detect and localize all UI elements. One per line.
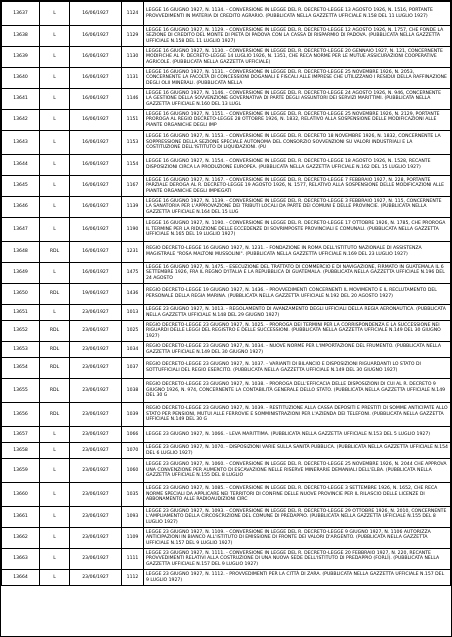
act-number-cell: 1139 — [122, 197, 144, 218]
act-type-cell: L — [40, 155, 70, 176]
record-number-cell: 13642 — [2, 110, 40, 131]
act-date-cell: 16/06/1927 — [70, 263, 122, 284]
act-date-cell: 23/06/1927 — [70, 528, 122, 549]
record-number-cell: 13648 — [2, 242, 40, 263]
act-description-cell: LEGGE 23 GIUGNO 1927, N. 1085. - CONVERSIONE IN LEGGE DEL R. DECRETO-LEGGE 3 SETTEMBRE 1926, N. 1652, CHE RECA NORME SPECIALI DA APPLICARE NEI TERRITORI DI CONFINE DELLE NUOVE PROVINCIE PER IL RILASCIO DELLE LICENZE DI ABBONAMENTO ALLE RADIOAUDIZIONI CIRC — [144, 483, 451, 507]
table-row — [2, 570, 451, 586]
act-date-cell: 16/06/1927 — [70, 131, 122, 155]
act-description-cell: REGIO DECRETO-LEGGE 23 GIUGNO 1927, N. 1037. - VARIANTI DI BILANCIO E DISPOSIZIONI RIGUARDANTI LO STATO DI SOTTUFFICIALI DEL REGIO ESERCITO. (PUBBLICATA NELLA GAZZETTA UFFICIALE N.149 DEL 30 GIUGNO 1927) — [144, 358, 451, 379]
act-description-cell: LEGGE 23 GIUGNO 1927, N. 1111. - CONVERSIONE IN LEGGE DEL R. DECRETO-LEGGE 20 FEBBRAIO 1927, N. 220, RECANTE PROVVEDIMENTI RELATIVI ALLA COSTRUZIONE DI UNA NUOVA SEDE DELL'ISTITUTO DI PREDAPPIO (FORLÌ). (PUBBLICATA NELLA GAZZETTA UFFICIALE N.157 DEL 9 LUGLIO 1927) — [144, 549, 451, 570]
record-number-cell: 13645 — [2, 176, 40, 197]
act-date-cell: 16/06/1927 — [70, 110, 122, 131]
record-number-cell: 13652 — [2, 321, 40, 342]
table-row — [2, 155, 451, 176]
act-type-cell: RDL — [40, 358, 70, 379]
act-type-cell: RDL — [40, 403, 70, 427]
act-description-cell: REGIO DECRETO-LEGGE 23 GIUGNO 1927, N. 1039. - RESTITUZIONE ALLA CASSA DEPOSITI E PRESTITI DI SOMME ANTICIPATE ALLO STATO PER PENSIONI, MUTUI ALLE FERROVIE E SOMMINISTRAZIONI PER L'AZIENDA DEI TELEFONI. (PUBBLICATA NELLA GAZZETTA UFFICIALE N.149 DEL 30 G — [144, 403, 451, 427]
act-description-cell: LEGGE 16 GIUGNO 1927, N. 1129. - CONVERSIONE IN LEGGE DEL R. DECRETO-LEGGE 12 AGOSTO 1926, N. 1757, CHE FONDE LA SEZIONE DI CREDITO DEL MONTE DI PIETÀ DI PADOVA CON LA CASSA DI RISPARMIO DI PADOVA. (PUBBLICATA NELLA GAZZETTA UFFICIALE N.158 DEL 11 LUGLIO 1927) — [144, 26, 451, 47]
act-type-cell: L — [40, 47, 70, 68]
act-date-cell: 23/06/1927 — [70, 507, 122, 528]
act-number-cell: 1093 — [122, 507, 144, 528]
act-number-cell: 1037 — [122, 358, 144, 379]
act-number-cell: 1146 — [122, 89, 144, 110]
act-type-cell: L — [40, 263, 70, 284]
act-number-cell: 1013 — [122, 305, 144, 321]
table-row — [2, 2, 451, 26]
act-number-cell: 1112 — [122, 570, 144, 586]
act-description-cell: LEGGE 23 GIUGNO 1927, N. 1093. - CONVERSIONE IN LEGGE DEL R. DECRETO-LEGGE 29 OTTOBRE 1926, N. 2010, CONCERNENTE L'AMPLIAMENTO DELLA CIRCOSCRIZIONE DEL COMUNE DI PREDAPPIO. (PUBBLICATA NELLA GAZZETTA UFFICIALE N.155 DEL 8 LUGLIO 1927) — [144, 507, 451, 528]
act-date-cell: 16/06/1927 — [70, 89, 122, 110]
record-number-cell: 13659 — [2, 459, 40, 483]
act-date-cell: 19/06/1927 — [70, 284, 122, 305]
table-row — [2, 358, 451, 379]
act-number-cell: 1038 — [122, 379, 144, 403]
record-number-cell: 13651 — [2, 305, 40, 321]
record-number-cell: 13655 — [2, 379, 40, 403]
act-type-cell: L — [40, 218, 70, 242]
act-type-cell: L — [40, 549, 70, 570]
act-number-cell: 1111 — [122, 549, 144, 570]
act-description-cell: LEGGE 23 GIUGNO 1927, N. 1013. - REGOLAMENTO DI AVANZAMENTO DEGLI UFFICIALI DELLA REGIA AERONAUTICA. (PUBBLICATA NELLA GAZZETTA UFFICIALE N.148 DEL 29 GIUGNO 1927) — [144, 305, 451, 321]
act-number-cell: 1034 — [122, 342, 144, 358]
record-number-cell: 13638 — [2, 26, 40, 47]
act-type-cell: RDL — [40, 284, 70, 305]
record-number-cell: 13650 — [2, 284, 40, 305]
record-number-cell: 13664 — [2, 570, 40, 586]
act-date-cell: 23/06/1927 — [70, 483, 122, 507]
act-date-cell: 23/06/1927 — [70, 403, 122, 427]
act-type-cell: L — [40, 197, 70, 218]
act-description-cell: LEGGE 16 GIUGNO 1927, N. 1154. - CONVERSIONE IN LEGGE DEL R. DECRETO-LEGGE 18 AGOSTO 1926, N. 1528, RECANTE DISPOSIZIONI CIRCA LA PRODUZIONE EUROPEA. (PUBBLICATA NELLA GAZZETTA UFFICIALE N.162 DEL 15 LUGLIO 1927) — [144, 155, 451, 176]
act-number-cell: 1154 — [122, 155, 144, 176]
record-number-cell: 13660 — [2, 483, 40, 507]
table-row — [2, 110, 451, 131]
act-date-cell: 23/06/1927 — [70, 427, 122, 443]
record-number-cell: 13653 — [2, 342, 40, 358]
act-description-cell: LEGGE 16 GIUGNO 1927, N. 1190. - CONVERSIONE IN LEGGE DEL R. DECRETO-LEGGE 17 OTTOBRE 1926, N. 1785, CHE PROROGA IL TERMINE PER LA RIDUZIONE DELLE ECCEDENZE DI SOVRIMPOSTE PROVINCIALI E COMUNALI. (PUBBLICATA NELLA GAZZETTA UFFICIALE N.165 DEL 19 LUGLIO 1927) — [144, 218, 451, 242]
act-number-cell: 1025 — [122, 321, 144, 342]
act-type-cell: RDL — [40, 379, 70, 403]
act-date-cell: 23/06/1927 — [70, 459, 122, 483]
act-number-cell: 1060 — [122, 459, 144, 483]
act-number-cell: 1475 — [122, 263, 144, 284]
table-row — [2, 197, 451, 218]
act-description-cell: LEGGE 16 GIUGNO 1927, N. 1151. - CONVERSIONE IN LEGGE DEL R. DECRETO-LEGGE 25 NOVEMBRE 1926, N. 2129, PORTANTE PROROGA AL REGIO DECRETO-LEGGE 28 OTTOBRE 1926, N. 1832, RELATIVO ALLA SOSPENSIONE DELLE MODIFICAZIONI ALLE PIANTE ORGANICHE DEGLI IMP — [144, 110, 451, 131]
act-date-cell: 16/06/1927 — [70, 26, 122, 47]
act-type-cell: L — [40, 305, 70, 321]
record-number-cell: 13647 — [2, 218, 40, 242]
act-type-cell: L — [40, 110, 70, 131]
act-type-cell: RDL — [40, 321, 70, 342]
table-row — [2, 218, 451, 242]
table-row — [2, 549, 451, 570]
table-row — [2, 443, 451, 459]
table-row — [2, 263, 451, 284]
act-type-cell: RDL — [40, 242, 70, 263]
act-date-cell: 23/06/1927 — [70, 549, 122, 570]
table-row — [2, 379, 451, 403]
act-date-cell: 16/06/1927 — [70, 47, 122, 68]
act-description-cell: REGIO DECRETO-LEGGE 23 GIUGNO 1927, N. 1025. - PROROGA DEI TERMINI PER LA CORRISPONDENZA E LA SUCCESSIONE NEI RIGUARDI DELLE LEGGI DEL REGISTRO E DELLE SUCCESSIONI. (PUBBLICATA NELLA GAZZETTA UFFICIALE N.149 DEL 30 GIUGNO 1927) — [144, 321, 451, 342]
table-row — [2, 342, 451, 358]
act-number-cell: 1436 — [122, 284, 144, 305]
table-row — [2, 528, 451, 549]
table-row — [2, 459, 451, 483]
act-number-cell: 1109 — [122, 528, 144, 549]
record-number-cell: 13641 — [2, 89, 40, 110]
act-date-cell: 16/06/1927 — [70, 197, 122, 218]
act-date-cell: 23/06/1927 — [70, 342, 122, 358]
record-number-cell: 13657 — [2, 427, 40, 443]
table-row — [2, 47, 451, 68]
table-row — [2, 483, 451, 507]
act-number-cell: 1231 — [122, 242, 144, 263]
act-date-cell: 16/06/1927 — [70, 155, 122, 176]
act-type-cell: L — [40, 507, 70, 528]
table-row — [2, 26, 451, 47]
table-row — [2, 321, 451, 342]
act-description-cell: LEGGE 23 GIUGNO 1927, N. 1060. - CONVERSIONE IN LEGGE DEL R. DECRETO-LEGGE 25 NOVEMBRE 1926, N. 2044 CHE APPROVA UNA CONVENZIONE PER AUMENTO DI ESCAVAZIONE NELLE RISERVE MINERARIE DEMANIALI DELL'ELBA. (PUBBLICATA NELLA GAZZETTA UFFICIALE N.155 DEL 8 LUGLIO — [144, 459, 451, 483]
record-number-cell: 13639 — [2, 47, 40, 68]
act-date-cell: 16/06/1927 — [70, 176, 122, 197]
act-type-cell: L — [40, 26, 70, 47]
act-number-cell: 1131 — [122, 68, 144, 89]
act-date-cell: 23/06/1927 — [70, 321, 122, 342]
table-row — [2, 284, 451, 305]
table-row — [2, 131, 451, 155]
act-type-cell: L — [40, 459, 70, 483]
record-number-cell: 13637 — [2, 2, 40, 26]
act-type-cell: L — [40, 2, 70, 26]
table-row — [2, 68, 451, 89]
act-type-cell: L — [40, 176, 70, 197]
act-number-cell: 1153 — [122, 131, 144, 155]
act-date-cell: 23/06/1927 — [70, 379, 122, 403]
record-number-cell: 13643 — [2, 131, 40, 155]
act-number-cell: 1035 — [122, 483, 144, 507]
record-number-cell: 13649 — [2, 263, 40, 284]
act-number-cell: 1066 — [122, 427, 144, 443]
record-number-cell: 13640 — [2, 68, 40, 89]
act-description-cell: LEGGE 16 GIUGNO 1927, N. 1475. - ESECUZIONE DEL TRATTATO DI COMMERCIO E DI NAVIGAZIONE, FIRMATO IN GUATEMALA IL 6 SETTEMBRE 1926, FRA IL REGNO D'ITALIA E LA REPUBBLICA DI GUATEMALA. (PUBBLICATA NELLA GAZZETTA UFFICIALE N.196 DEL 24 AGOSTO — [144, 263, 451, 284]
record-number-cell: 13662 — [2, 528, 40, 549]
record-number-cell: 13654 — [2, 358, 40, 379]
act-type-cell: RDL — [40, 342, 70, 358]
table-row — [2, 403, 451, 427]
act-description-cell: LEGGE 16 GIUGNO 1927, N. 1167. - CONVERSIONE IN LEGGE DEL R. DECRETO-LEGGE 7 FEBBRAIO 1927, N. 228, PORTANTE PARZIALE DEROGA AL R. DECRETO-LEGGE 19 AGOSTO 1926, N. 1577, RELATIVO ALLA SOSPENSIONE DELLE MODIFICAZIONI ALLE PIANTE ORGANICHE DEGLI IMPIEGATI — [144, 176, 451, 197]
act-number-cell: 1167 — [122, 176, 144, 197]
act-description-cell: LEGGE 16 GIUGNO 1927, N. 1139. - CONVERSIONE IN LEGGE DEL R. DECRETO-LEGGE 3 FEBBRAIO 1927, N. 115, CONCERNENTE LA SANATORIA PER L'APPROVAZIONE DEI TRIBUTI LOCALI DA PARTE DEI COMUNI E DELLE PROVINCIE. (PUBBLICATA NELLA GAZZETTA UFFICIALE N.164 DEL 15 LUG — [144, 197, 451, 218]
act-description-cell: LEGGE 16 GIUGNO 1927, N. 1134. - CONVERSIONE IN LEGGE DEL R. DECRETO-LEGGE 13 AGOSTO 1926, N. 1516, PORTANTE PROVVEDIMENTI IN MATERIA DI CREDITO AGRARIO. (PUBBLICATA NELLA GAZZETTA UFFICIALE N.158 DEL 11 LUGLIO 1927) — [144, 2, 451, 26]
record-number-cell: 13661 — [2, 507, 40, 528]
table-row — [2, 305, 451, 321]
act-description-cell: LEGGE 23 GIUGNO 1927, N. 1066. - LEVA MARITTIMA. (PUBBLICATA NELLA GAZZETTA UFFICIALE N.153 DEL 5 LUGLIO 1927) — [144, 427, 451, 443]
act-date-cell: 23/06/1927 — [70, 305, 122, 321]
table-row — [2, 176, 451, 197]
table-row — [2, 89, 451, 110]
act-date-cell: 16/06/1927 — [70, 68, 122, 89]
record-number-cell: 13656 — [2, 403, 40, 427]
record-number-cell: 13658 — [2, 443, 40, 459]
act-number-cell: 1070 — [122, 443, 144, 459]
act-description-cell: LEGGE 23 GIUGNO 1927, N. 1112. - PROVVEDIMENTI PER LA CITTÀ DI ZARA. (PUBBLICATA NELLA GAZZETTA UFFICIALE N.157 DEL 9 LUGLIO 1927) — [144, 570, 451, 586]
act-number-cell: 1039 — [122, 403, 144, 427]
act-description-cell: LEGGE 16 GIUGNO 1927, N. 1130. - CONVERSIONE IN LEGGE DEL R. DECRETO-LEGGE 20 GENNAIO 1927, N. 121, CONCERNENTE MODIFICHE AL R. DECRETO-LEGGE 14 LUGLIO 1926, N. 1351, CHE RECA NORME PER LE MUTUE ASSICURAZIONI COOPERATIVE AGRICOLE. (PUBBLICATA NELLA GAZZETTA UFFICIALE) — [144, 47, 451, 68]
act-description-cell: LEGGE 16 GIUGNO 1927, N. 1153. - CONVERSIONE IN LEGGE DEL R. DECRETO 18 NOVEMBRE 1926, N. 1832, CONCERNENTE LA SOPPRESSIONE DELLA SEZIONE SPECIALE AUTONOMA DEL CONSORZIO SOVVENZIONI SU VALORI INDUSTRIALI E LA COSTITUZIONE DELL'ISTITUTO DI LIQUIDAZIONI. (PU — [144, 131, 451, 155]
act-type-cell: L — [40, 570, 70, 586]
act-number-cell: 1129 — [122, 26, 144, 47]
act-description-cell: LEGGE 16 GIUGNO 1927, N. 1146. - CONVERSIONE IN LEGGE DEL R. DECRETO-LEGGE 24 AGOSTO 1926, N. 946, CONCERNENTE LA GESTIONE DELLA SOVVENZIONE GOVERNATIVA DI PARTE DEGLI ASSUNTORI DEI SERVIZI MARITTIMI. (PUBBLICATA NELLA GAZZETTA UFFICIALE N.160 DEL 13 LUGL — [144, 89, 451, 110]
act-description-cell: REGIO DECRETO-LEGGE 19 GIUGNO 1927, N. 1436. - PROVVEDIMENTI CONCERNENTI IL MOVIMENTO E IL RECLUTAMENTO DEL PERSONALE DELLA REGIA MARINA. (PUBBLICATA NELLA GAZZETTA UFFICIALE N.192 DEL 20 AGOSTO 1927) — [144, 284, 451, 305]
act-number-cell: 1130 — [122, 47, 144, 68]
act-description-cell: REGIO DECRETO-LEGGE 23 GIUGNO 1927, N. 1038. - PROROGA DELL'EFFICACIA DELLE DISPOSIZIONI DI CUI AL R. DECRETO 9 GIUGNO 1926, N. 974, CONCERNENTE LA CONTABILITÀ GENERALE DELLO STATO. (PUBBLICATA NELLA GAZZETTA UFFICIALE N.149 DEL 30 G — [144, 379, 451, 403]
act-description-cell: LEGGE 23 GIUGNO 1927, N. 1070. - DISPOSIZIONI VARIE SULLA SANITÀ PUBBLICA. (PUBBLICATA NELLA GAZZETTA UFFICIALE N.154 DEL 6 LUGLIO 1927) — [144, 443, 451, 459]
act-type-cell: L — [40, 89, 70, 110]
table-body — [2, 2, 451, 586]
act-type-cell: L — [40, 131, 70, 155]
act-description-cell: REGIO DECRETO-LEGGE 23 GIUGNO 1927, N. 1034. - NUOVE NORME PER L'IMPORTAZIONE DEL FRUMENTO. (PUBBLICATA NELLA GAZZETTA UFFICIALE N.149 DEL 30 GIUGNO 1927) — [144, 342, 451, 358]
act-type-cell: L — [40, 443, 70, 459]
act-date-cell: 23/06/1927 — [70, 443, 122, 459]
act-description-cell: LEGGE 16 GIUGNO 1927, N. 1131. - CONVERSIONE IN LEGGE DEL R. DECRETO-LEGGE 25 NOVEMBRE 1926, N. 2053, CONCERNENTE LA FACOLTÀ DI CONCESSIONI DOGANALI E FISCALI ALLE IMPRESE CHE UTILIZZANO I RESIDUI DELLA RAFFINAZIONE DEGLI OLII MINERALI. (PUBBLICATA NELLA — [144, 68, 451, 89]
act-date-cell: 16/06/1927 — [70, 242, 122, 263]
act-type-cell: L — [40, 483, 70, 507]
table-row — [2, 507, 451, 528]
act-date-cell: 23/06/1927 — [70, 570, 122, 586]
act-description-cell: REGIO DECRETO-LEGGE 16 GIUGNO 1927, N. 1231. - FONDAZIONE IN ROMA DELL'ISTITUTO NAZIONALE DI ASSISTENZA MAGISTRALE "ROSA MALTONI MUSSOLINI". (PUBBLICATA NELLA GAZZETTA UFFICIALE N.169 DEL 23 LUGLIO 1927) — [144, 242, 451, 263]
act-type-cell: L — [40, 427, 70, 443]
act-number-cell: 1190 — [122, 218, 144, 242]
record-number-cell: 13663 — [2, 549, 40, 570]
act-type-cell: L — [40, 68, 70, 89]
act-description-cell: LEGGE 23 GIUGNO 1927, N. 1109. - CONVERSIONE IN LEGGE DEL R. DECRETO-LEGGE 9 GIUGNO 1927, N. 1106 AUTORIZZA ANTICIPAZIONI IN BIANCO ALL'ISTITUTO DI EMISSIONE DI FRONTE DEI VALORI D'ARGENTO. (PUBBLICATA NELLA GAZZETTA UFFICIALE N.157 DEL 9 LUGLIO 1927) — [144, 528, 451, 549]
act-date-cell: 16/06/1927 — [70, 2, 122, 26]
act-date-cell: 16/06/1927 — [70, 218, 122, 242]
record-number-cell: 13646 — [2, 197, 40, 218]
record-number-cell: 13644 — [2, 155, 40, 176]
table-row — [2, 427, 451, 443]
act-number-cell: 1124 — [122, 2, 144, 26]
act-type-cell: L — [40, 528, 70, 549]
act-date-cell: 23/06/1927 — [70, 358, 122, 379]
table-row — [2, 242, 451, 263]
act-number-cell: 1151 — [122, 110, 144, 131]
law-register-table — [1, 1, 451, 586]
